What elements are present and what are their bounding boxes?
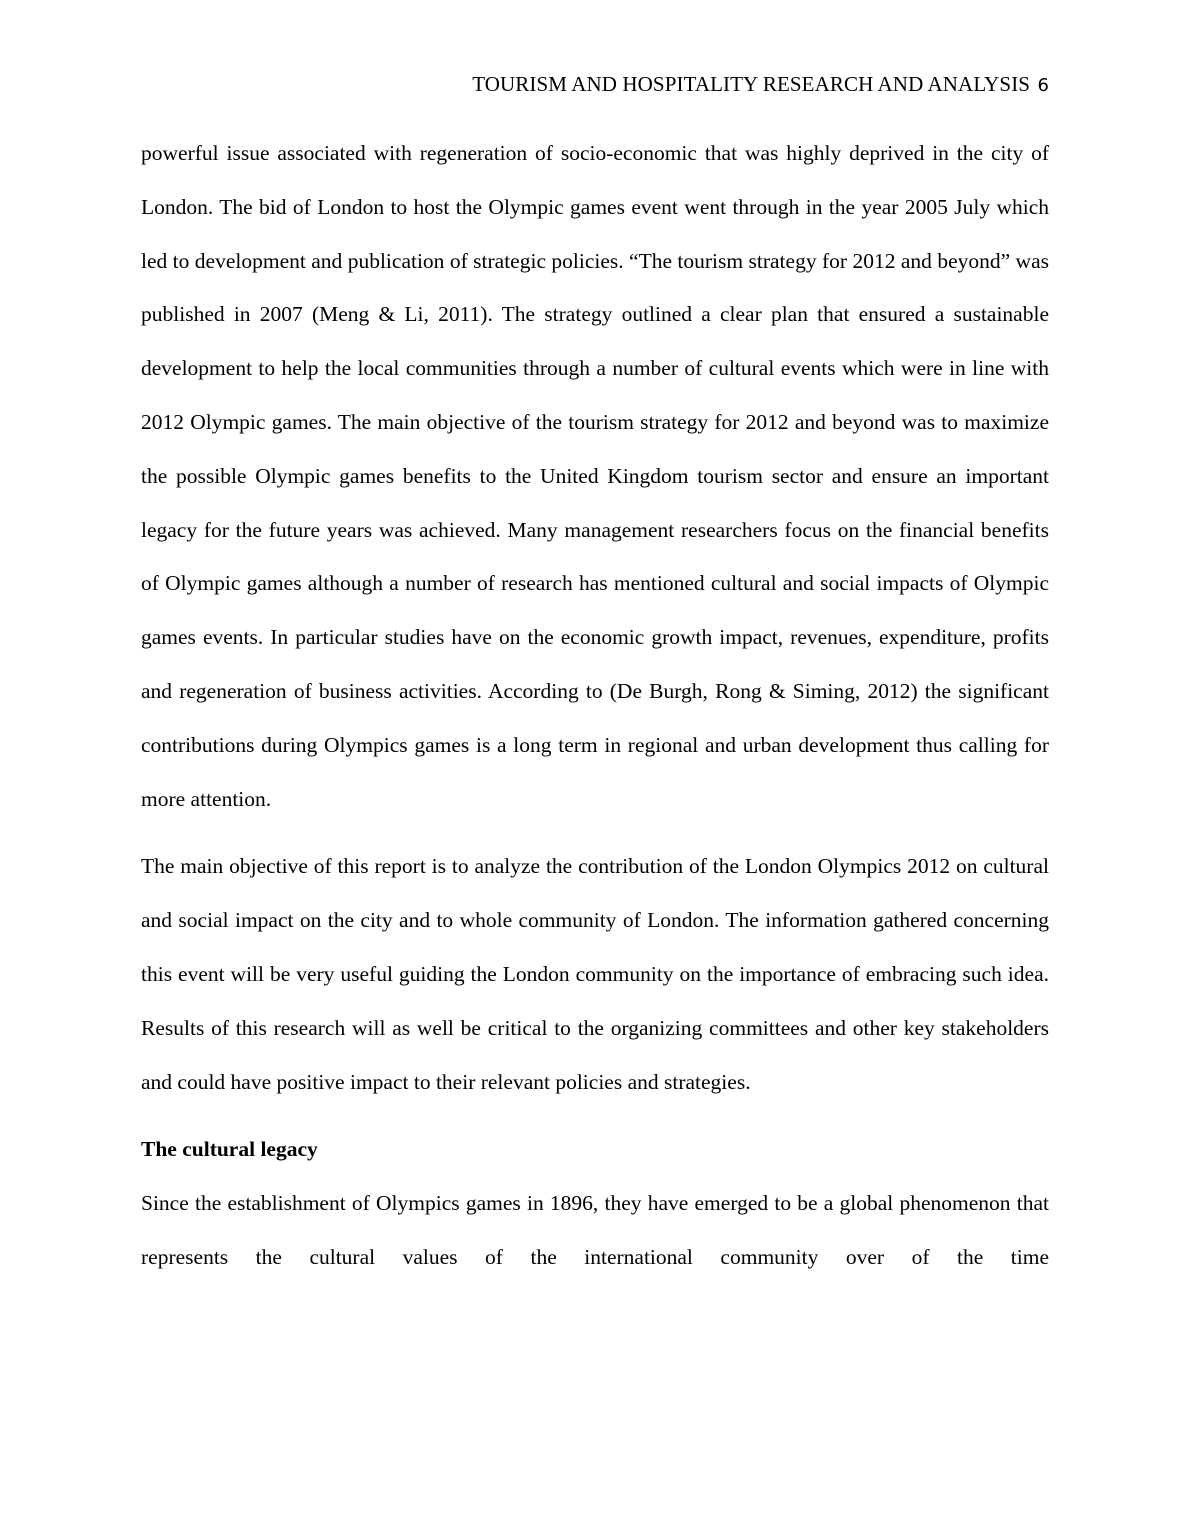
running-header	[472, 68, 1049, 102]
body-text	[141, 127, 1049, 1285]
paragraph-continued: powerful issue associated with regeneration of socio-economic that was highly deprived in the city of London. The bid of London to host the Olympic games event went through in the year 2005 July which led to development and publication of strategic policies. “The tourism strategy for 2012 and beyond” was published in 2007 (Meng & Li, 2011). The strategy outlined a clear plan that ensured a sustainable development to help the local communities through a number of cultural events which were in line with 2012 Olympic games. The main objective of the tourism strategy for 2012 and beyond was to maximize the possible Olympic games benefits to the United Kingdom tourism sector and ensure an important legacy for the future years was achieved. Many management researchers focus on the financial benefits of Olympic games although a number of research has mentioned cultural and social impacts of Olympic games events. In particular studies have on the economic growth impact, revenues, expenditure, profits and regeneration of business activities. According to (De Burgh, Rong & Siming, 2012) the significant contributions during Olympics games is a long term in regional and urban development thus calling for more attention.	[141, 141, 1049, 811]
paragraph-report-objective: The main objective of this report is to analyze the contribution of the London Olympics 2012 on cultural and social impact on the city and to whole community of London. The information gathered concerning this event will be very useful guiding the London community on the importance of embracing such idea. Results of this research will as well be critical to the organizing committees and other key stakeholders and could have positive impact to their relevant policies and strategies.	[141, 854, 1049, 1094]
section-heading: The cultural legacy	[141, 1137, 318, 1162]
paragraph-cultural-legacy: Since the establishment of Olympics games in 1896, they have emerged to be a global phenomenon that represents the cultural values of the international community over of the time	[141, 1191, 1049, 1269]
running-title: TOURISM AND HOSPITALITY RESEARCH AND ANALYSIS	[472, 72, 1031, 96]
page-number: 6	[1037, 75, 1049, 96]
